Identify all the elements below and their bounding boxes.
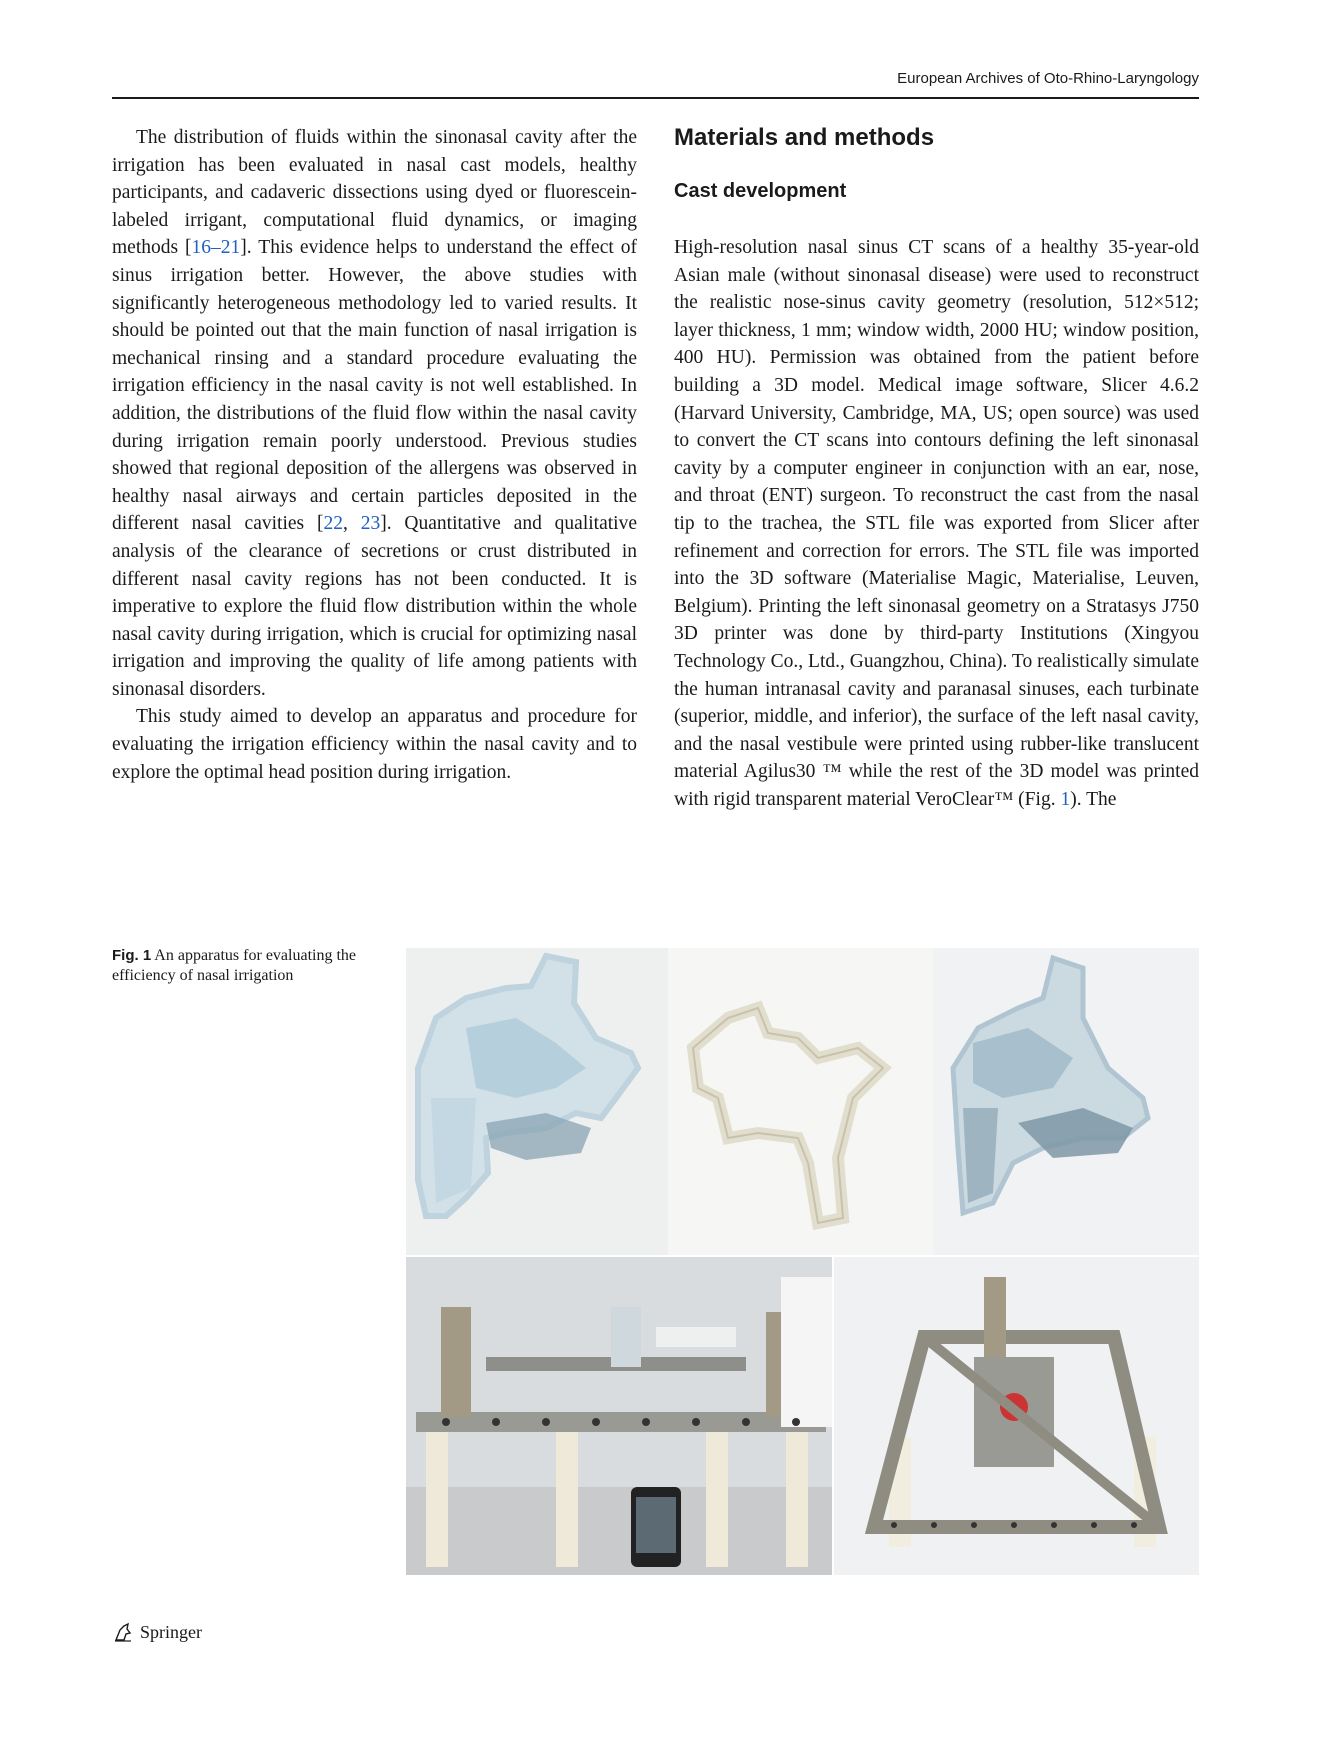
text-segment: The distribution of fluids within the sinonasal cavity after the irrigation has been evaluated in nasal cast models, healthy participants, and cadaveric dissections using dyed or fluorescein-labeled irrigant, computational fluid dynamics, or imaging methods [ xyxy=(112,127,637,259)
right-column xyxy=(674,124,1199,813)
section-title: Materials and methods xyxy=(674,124,935,151)
left-paragraph-2: This study aimed to develop an apparatus and procedure for evaluating the irrigation efficiency within the nasal cavity and to explore the optimal head position during irrigation. xyxy=(112,706,637,783)
figure-caption-text: An apparatus for evaluating the efficiency of nasal irrigation xyxy=(112,947,356,984)
text-segment: ]. Quantitative and qualitative analysis of the clearance of secretions or crust distributed in different nasal cavity regions has not been conducted. It is imperative to explore the fluid flow distribution within the whole nasal cavity during irrigation, which is crucial for optimizing nasal irrigation and improving the quality of life among patients with sinonasal disorders. xyxy=(112,513,637,700)
text-segment: , xyxy=(342,513,361,535)
text-segment: High-resolution nasal sinus CT scans of a healthy 35-year-old Asian male (without sinonasal disease) were used to reconstruct the realistic nose-sinus cavity geometry (resolution, 512×512; layer thickness, 1 mm; window width, 2000 HU; window position, 400 HU). Permission was obtained from the patient before building a 3D model. Medical image software, Slicer 4.6.2 (Harvard University, Cambridge, MA, US; open source) was used to convert the CT scans into contours defining the left sinonasal cavity by a computer engineer in conjunction with an ear, nose, and throat (ENT) surgeon. To reconstruct the cast from the nasal tip to the trachea, the STL file was exported from Slicer after refinement and correction for errors. The STL file was imported into the 3D software (Materialise Magic, Materialise, Leuven, Belgium). Printing the left sinonasal geometry on a Stratasys J750 3D printer was done by third-party Institutions (Xingyou Technology Co., Ltd., Guangzhou, China). To realistically simulate the human intranasal cavity and paranasal sinuses, each turbinate (superior, middle, and inferior), the surface of the left nasal cavity, and the nasal vestibule were printed using rubber-like translucent material Agilus30 ™ while the rest of the 3D model was printed with rigid transparent material VeroClear™ (Fig. xyxy=(674,237,1199,810)
footer xyxy=(112,1621,202,1643)
citation-link-16-21[interactable]: 16–21 xyxy=(191,237,241,259)
subsection-title: Cast development xyxy=(674,180,847,202)
photo-apparatus-top xyxy=(834,1257,1199,1575)
journal-title: European Archives of Oto-Rhino-Laryngology xyxy=(897,70,1199,87)
citation-link-23[interactable]: 23 xyxy=(360,513,381,535)
photo-cast-right-view xyxy=(933,948,1199,1255)
photo-cast-side-view xyxy=(406,948,668,1255)
header-rule xyxy=(112,97,1199,99)
figure-1 xyxy=(406,948,1199,1575)
text-segment: ). The xyxy=(1070,788,1117,810)
figure-link-1[interactable]: 1 xyxy=(1060,788,1071,810)
publisher-name: Springer xyxy=(140,1621,202,1642)
left-paragraph-1 xyxy=(112,124,637,703)
left-column xyxy=(112,124,637,786)
photo-apparatus-front xyxy=(406,1257,832,1575)
photo-cast-outline xyxy=(668,948,933,1255)
right-paragraph-1 xyxy=(674,234,1199,813)
springer-horse-icon xyxy=(112,1621,134,1643)
text-segment: ]. This evidence helps to understand the effect of sinus irrigation better. However, the above studies with significantly heterogeneous methodology led to varied results. It should be pointed out that the main function of nasal irrigation is mechanical rinsing and a standard procedure evaluating the irrigation efficiency in the nasal cavity is not well established. In addition, the distributions of the fluid flow within the nasal cavity during irrigation remain poorly understood. Previous studies showed that regional deposition of the allergens was observed in healthy nasal airways and certain particles deposited in the different nasal cavities [ xyxy=(112,237,637,535)
citation-link-22[interactable]: 22 xyxy=(323,513,343,535)
figure-caption xyxy=(112,946,360,985)
figure-label: Fig. 1 xyxy=(112,947,152,964)
